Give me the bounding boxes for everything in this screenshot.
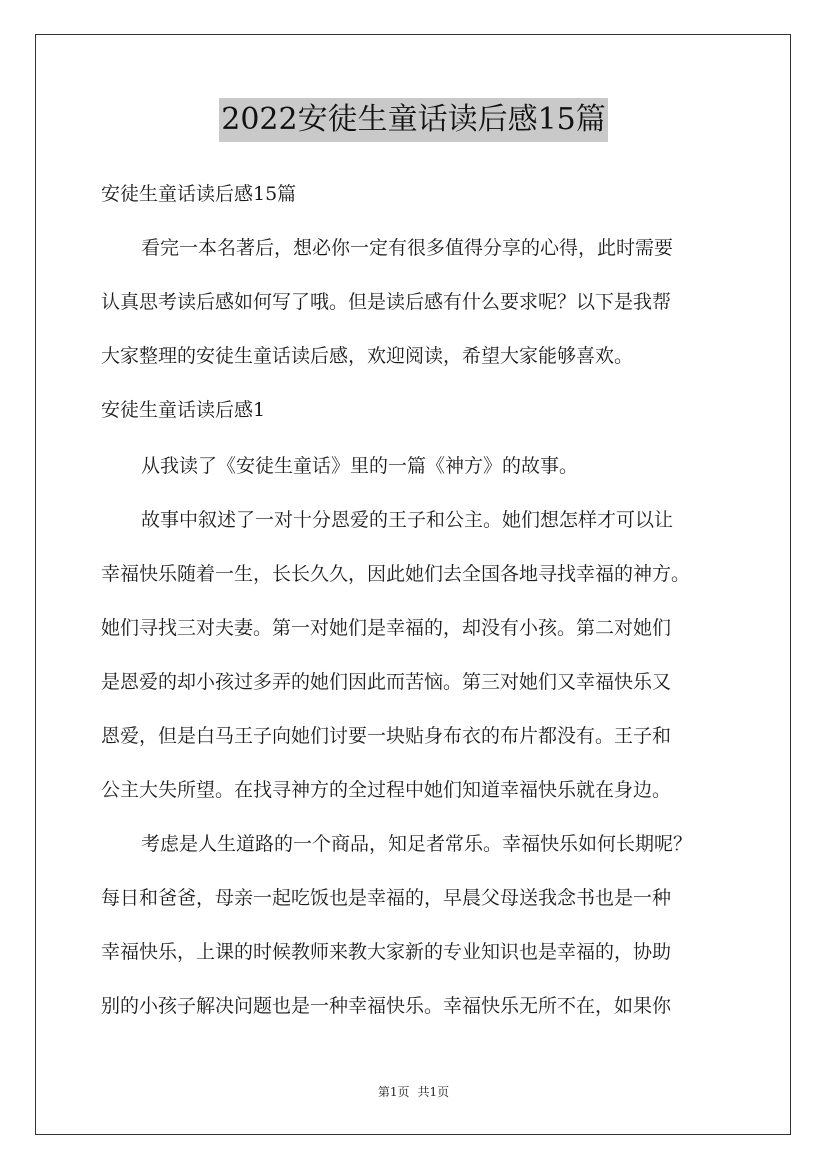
paragraph-line: 恩爱，但是白马王子向她们讨要一块贴身布衣的布片都没有。王子和 — [101, 725, 672, 747]
page-number: 第1页 — [377, 1085, 410, 1099]
title-container — [0, 98, 827, 142]
paragraph-line: 幸福快乐，上课的时候教师来教大家新的专业知识也是幸福的，协助 — [101, 941, 672, 963]
paragraph-line: 公主大失所望。在找寻神方的全过程中她们知道幸福快乐就在身边。 — [101, 779, 672, 801]
paragraph-line: 大家整理的安徒生童话读后感，欢迎阅读，希望大家能够喜欢。 — [101, 345, 634, 367]
paragraph-line: 她们寻找三对夫妻。第一对她们是幸福的，却没有小孩。第二对她们 — [101, 617, 672, 639]
paragraph-line: 别的小孩子解决问题也是一种幸福快乐。幸福快乐无所不在，如果你 — [101, 995, 672, 1017]
page-total: 共1页 — [417, 1085, 450, 1099]
paragraph-line: 故事中叙述了一对十分恩爱的王子和公主。她们想怎样才可以让 — [141, 509, 674, 531]
page-footer — [0, 1084, 827, 1100]
section-heading: 安徒生童话读后感1 — [101, 399, 266, 421]
section-heading: 安徒生童话读后感15篇 — [101, 183, 297, 205]
paragraph-line: 从我读了《安徒生童话》里的一篇《神方》的故事。 — [141, 455, 579, 477]
paragraph-line: 看完一本名著后，想必你一定有很多值得分享的心得，此时需要 — [141, 237, 674, 259]
paragraph-line: 考虑是人生道路的一个商品，知足者常乐。幸福快乐如何长期呢？ — [141, 833, 693, 855]
paragraph-line: 是恩爱的却小孩过多弄的她们因此而苦恼。第三对她们又幸福快乐又 — [101, 671, 672, 693]
document-title: 2022安徒生童话读后感15篇 — [219, 98, 608, 142]
paragraph-line: 每日和爸爸，母亲一起吃饭也是幸福的，早晨父母送我念书也是一种 — [101, 887, 672, 909]
paragraph-line: 幸福快乐随着一生，长长久久，因此她们去全国各地寻找幸福的神方。 — [101, 563, 691, 585]
paragraph-line: 认真思考读后感如何写了哦。但是读后感有什么要求呢？以下是我帮 — [101, 291, 672, 313]
